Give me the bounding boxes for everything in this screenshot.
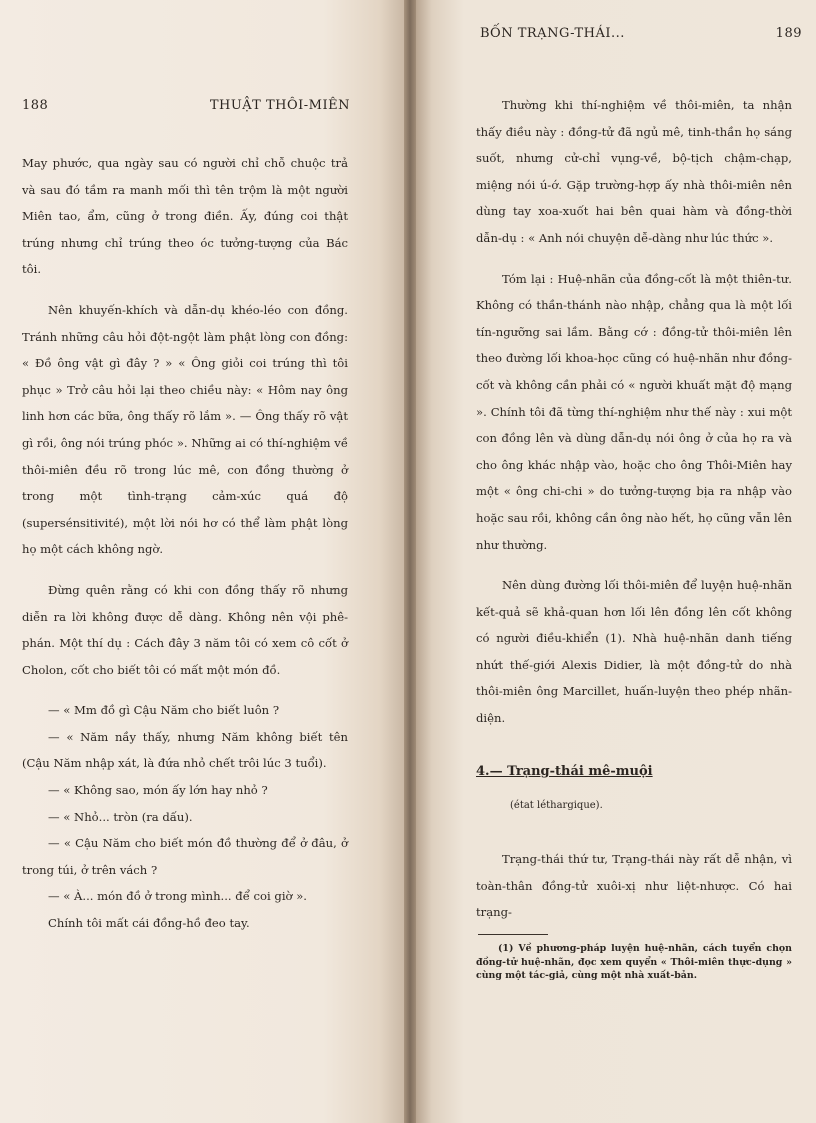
paragraph: Thường khi thí-nghiệm về thôi-miên, ta nhận thấy điều này : đồng-tử đã ngủ mê, tinh-thần họ sáng suốt, nhưng cử-chỉ vụng-về, bộ-tịch chậm-chạp, miệng nói ú-ớ. Gặp trường-hợp ấy nhà thôi-miên nên dùng tay xoa-xuốt hai bên quai hàm và đồng-thời dẫn-dụ : « Anh nói chuyện dễ-dàng như lúc thức ».	[476, 98, 792, 245]
section-subtitle: (état léthargique).	[510, 800, 603, 811]
left-page-number: 188	[22, 98, 49, 113]
footnote-text: (1) Về phương-pháp luyện huệ-nhãn, cách tuyển chọn đồng-tử huệ-nhãn, đọc xem quyển « Thôi-miên thực-dụng » cùng một tác-giả, cùng một nhà xuất-bản.	[476, 943, 792, 981]
left-page	[0, 0, 404, 1123]
book-gutter	[404, 0, 416, 1123]
paragraph: May phước, qua ngày sau có người chỉ chỗ chuộc trả và sau đó tầm ra manh mối thì tên trộm là một người Miên tao, ẩm, cũng ở trong điền. Ấy, đúng coi thật trúng nhưng chỉ trúng theo óc tưởng-tượng của Bác tôi.	[22, 156, 348, 277]
section-text-block	[476, 846, 792, 926]
section-title: 4.— Trạng-thái mê-muội	[476, 764, 653, 779]
footnote-rule	[478, 934, 548, 935]
paragraph: Đừng quên rằng có khi con đồng thấy rõ nhưng diễn ra lời không được dễ dàng. Không nên vội phê-phán. Một thí dụ : Cách đây 3 năm tôi có xem cô cốt ở Cholon, cốt cho biết tôi có mất một món đồ.	[22, 582, 348, 677]
dialogue-line: — « Cậu Năm cho biết món đồ thường để ở đâu, ở trong túi, ở trên vách ?	[22, 836, 348, 877]
paragraph: Nên dùng đường lối thôi-miên để luyện huệ-nhãn kết-quả sẽ khả-quan hơn lối lên đồng lên cốt không có người điều-khiển (1). Nhà huệ-nhãn danh tiếng nhứt thế-giới Alexis Didier, là một đồng-tử do nhà thôi-miên ông Marcillet, huấn-luyện theo phép nhãn-diện.	[476, 578, 792, 726]
right-text-block	[476, 92, 792, 732]
dialogue-line: — « Năm nầy thấy, nhưng Năm không biết tên (Cậu Năm nhập xát, là đứa nhỏ chết trôi lúc 3 tuổi).	[22, 729, 348, 771]
dialogue-line: — « Không sao, món ấy lớn hay nhỏ ?	[48, 783, 268, 798]
left-text-block	[22, 150, 348, 937]
dialogue-line: — « À... món đồ ở trong mình... để coi giờ ».	[48, 889, 307, 904]
paragraph: Trạng-thái thứ tư, Trạng-thái này rất dễ nhận, vì toàn-thân đồng-tử xuôi-xị như liệt-nhược. Có hai trạng-	[476, 852, 792, 920]
paragraph: Tóm lại : Huệ-nhãn của đồng-cốt là một thiên-tư. Không có thần-thánh nào nhập, chẳng qua là một lối tín-ngưỡng sai lầm. Bằng cớ : đồng-tử thôi-miên lên theo đường lối khoa-học cũng có huệ-nhãn như đồng-cốt và không cần phải có « người khuất mặt độ mạng ». Chính tôi đã từng thí-nghiệm như thế này : xui một con đồng lên và dùng dẫn-dụ nói ông ở của họ ra và cho ông khác nhập vào, hoặc cho ông Thôi-Miên hay một « ông chi-chi » do tưởng-tượng bịa ra nhập vào hoặc sau rồi, không cần ông nào hết, họ cũng vẫn lên như thường.	[476, 271, 792, 552]
dialogue-line: — « Mm đồ gì Cậu Năm cho biết luôn ?	[48, 703, 280, 718]
right-page-number: 189	[775, 26, 802, 41]
paragraph: Chính tôi mất cái đồng-hồ đeo tay.	[48, 916, 250, 931]
dialogue-line: — « Nhỏ... tròn (ra dấu).	[48, 809, 193, 824]
footnote	[476, 942, 792, 983]
right-running-head: BỐN TRẠNG-THÁI...	[480, 26, 625, 41]
left-running-head: THUẬT THÔI-MIÊN	[209, 98, 350, 113]
paragraph: Nên khuyến-khích và dẫn-dụ khéo-léo con đồng. Tránh những câu hỏi đột-ngột làm phật lòng con đồng: « Đồ ông vật gì đây ? » « Ông giỏi coi trúng thì tôi phục » Trở câu hỏi lại theo chiều này: « Hôm nay ông linh hơn các bữa, ông thấy rõ lắm ». — Ông thấy rõ vật gì rồi, ông nói trúng phóc ». Những ai có thí-nghiệm về thôi-miên đều rõ trong lúc mê, con đồng thường ở trong một tình-trạng cảm-xúc quá độ (supersénsitivité), một lời nói hơ có thể làm phật lòng họ một cách không ngờ.	[22, 302, 348, 557]
